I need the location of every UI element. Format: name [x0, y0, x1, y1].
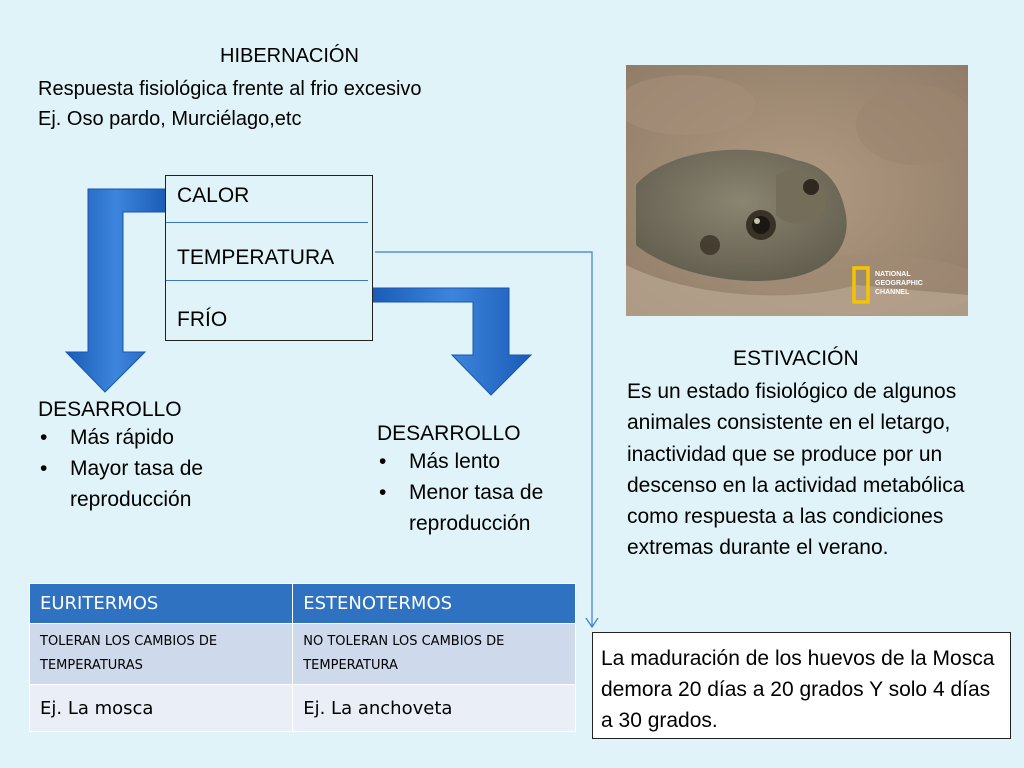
hibernacion-example: Ej. Oso pardo, Murciélago,etc — [38, 108, 302, 130]
table-cell: NO TOLERAN LOS CAMBIOS DE TEMPERATURA — [293, 624, 576, 685]
connector-arrowhead — [586, 618, 598, 627]
arrow-right-down — [373, 288, 531, 395]
box-row-temperatura: TEMPERATURA — [177, 246, 335, 269]
note-box: La maduración de los huevos de la Mosca demora 20 días a 20 grados Y solo 4 días a 30 grados. — [592, 632, 1011, 739]
table-cell: TOLERAN LOS CAMBIOS DE TEMPERATURAS — [30, 624, 293, 685]
table-row — [30, 624, 576, 685]
hibernacion-title: HIBERNACIÓN — [220, 45, 359, 67]
desarrollo-left — [38, 398, 268, 515]
list-item: • Menor tasa de reproducción — [379, 481, 544, 535]
box-row-calor: CALOR — [177, 184, 250, 207]
thermal-tolerance-table — [29, 583, 576, 732]
table-cell: Ej. La anchoveta — [293, 685, 576, 732]
logo-text-2: GEOGRAPHIC — [875, 280, 923, 287]
box-divider — [166, 280, 368, 281]
desarrollo-left-title: DESARROLLO — [38, 398, 182, 421]
list-item: • Más lento — [379, 450, 501, 473]
table-header-estenotermos: ESTENOTERMOS — [293, 584, 576, 624]
estivacion-description: Es un estado fisiológico de algunos animales consistente en el letargo, inactividad que se produce por un descenso en la actividad metabólica como respuesta a las condiciones extremas durante el verano. — [627, 380, 965, 560]
box-row-frio: FRÍO — [177, 308, 228, 331]
estivacion-title: ESTIVACIÓN — [733, 347, 859, 370]
table-row — [30, 685, 576, 732]
temperature-box — [165, 175, 373, 341]
desarrollo-right-title: DESARROLLO — [377, 422, 521, 445]
logo-text-1: NATIONAL — [875, 271, 911, 278]
box-divider — [166, 222, 368, 223]
logo-text-3: CHANNEL — [875, 289, 910, 296]
table-header-euritermos: EURITERMOS — [30, 584, 293, 624]
arrow-left-down — [66, 189, 166, 392]
table-cell: Ej. La mosca — [30, 685, 293, 732]
desarrollo-right — [377, 422, 572, 539]
list-item: • Mayor tasa de reproducción — [40, 457, 204, 511]
frog-photo — [626, 65, 968, 316]
list-item: • Más rápido — [40, 426, 174, 449]
hibernacion-description: Respuesta fisiológica frente al frio excesivo — [38, 78, 422, 100]
